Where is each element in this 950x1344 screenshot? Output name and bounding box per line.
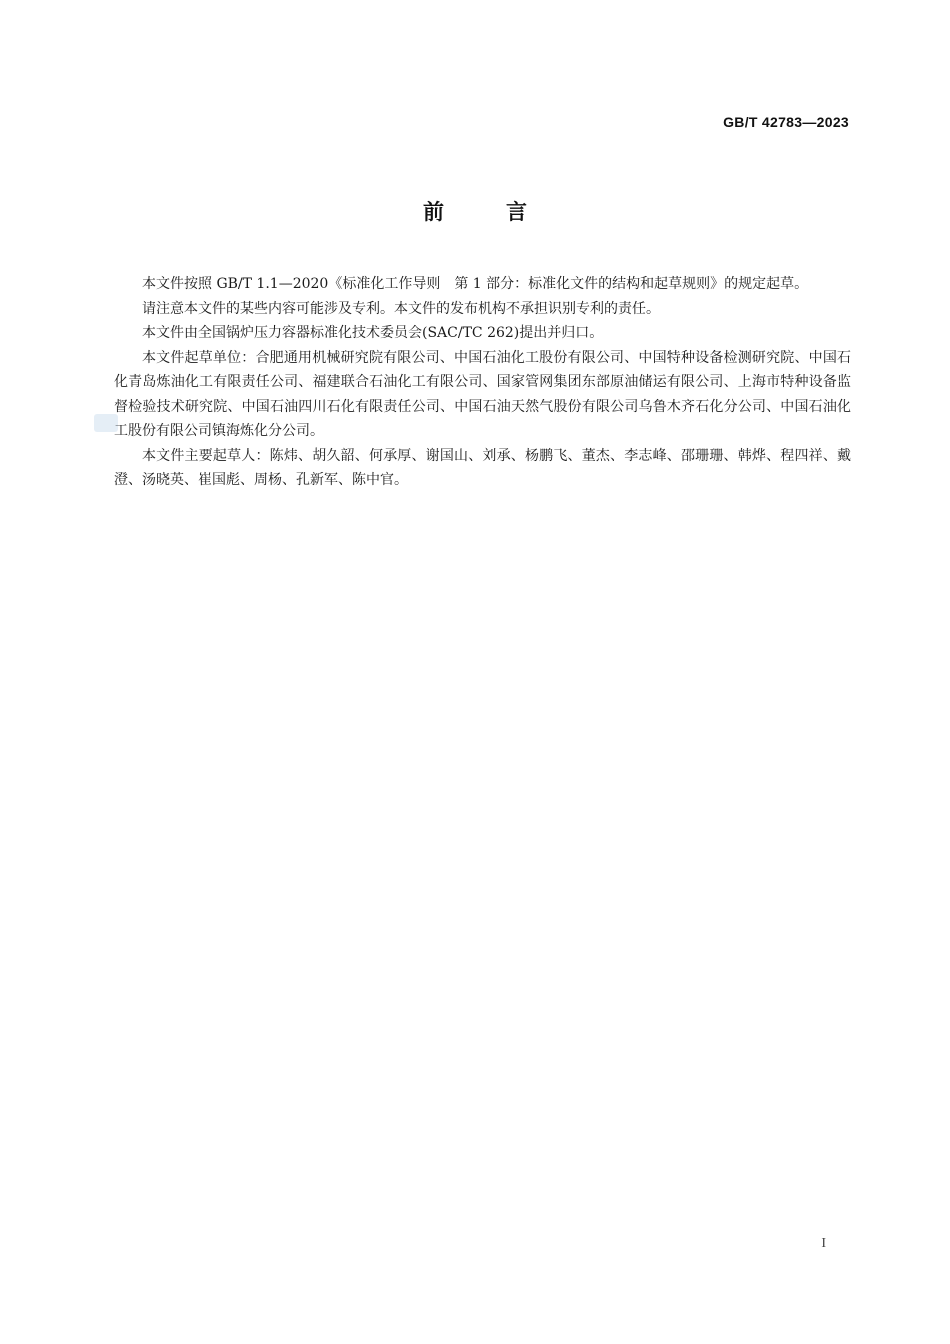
paragraph-proposer: 本文件由全国锅炉压力容器标准化技术委员会(SAC/TC 262)提出并归口。: [142, 325, 604, 341]
paragraph-drafters: 本文件主要起草人：陈炜、胡久韶、何承厚、谢国山、刘承、杨鹏飞、董杰、李志峰、邵珊珊、韩烨、程四祥、戴澄、汤晓英、崔国彪、周杨、孔新军、陈中官。: [114, 447, 851, 488]
paragraph-drafting-rules: 本文件按照 GB/T 1.1—2020《标准化工作导则 第 1 部分：标准化文件的结构和起草规则》的规定起草。: [142, 276, 809, 292]
document-body: [114, 272, 851, 493]
paragraph-drafting-units: 本文件起草单位：合肥通用机械研究院有限公司、中国石油化工股份有限公司、中国特种设备检测研究院、中国石化青岛炼油化工有限责任公司、福建联合石油化工有限公司、国家管网集团东部原油储运有限公司、上海市特种设备监督检验技术研究院、中国石油四川石化有限责任公司、中国石油天然气股份有限公司乌鲁木齐石化分公司、中国石油化工股份有限公司镇海炼化分公司。: [114, 349, 851, 439]
paragraph-patent-notice: 请注意本文件的某些内容可能涉及专利。本文件的发布机构不承担识别专利的责任。: [142, 300, 660, 317]
standard-code: GB/T 42783—2023: [723, 114, 849, 130]
page-number: I: [821, 1236, 826, 1251]
page-title: 前言: [423, 200, 589, 224]
